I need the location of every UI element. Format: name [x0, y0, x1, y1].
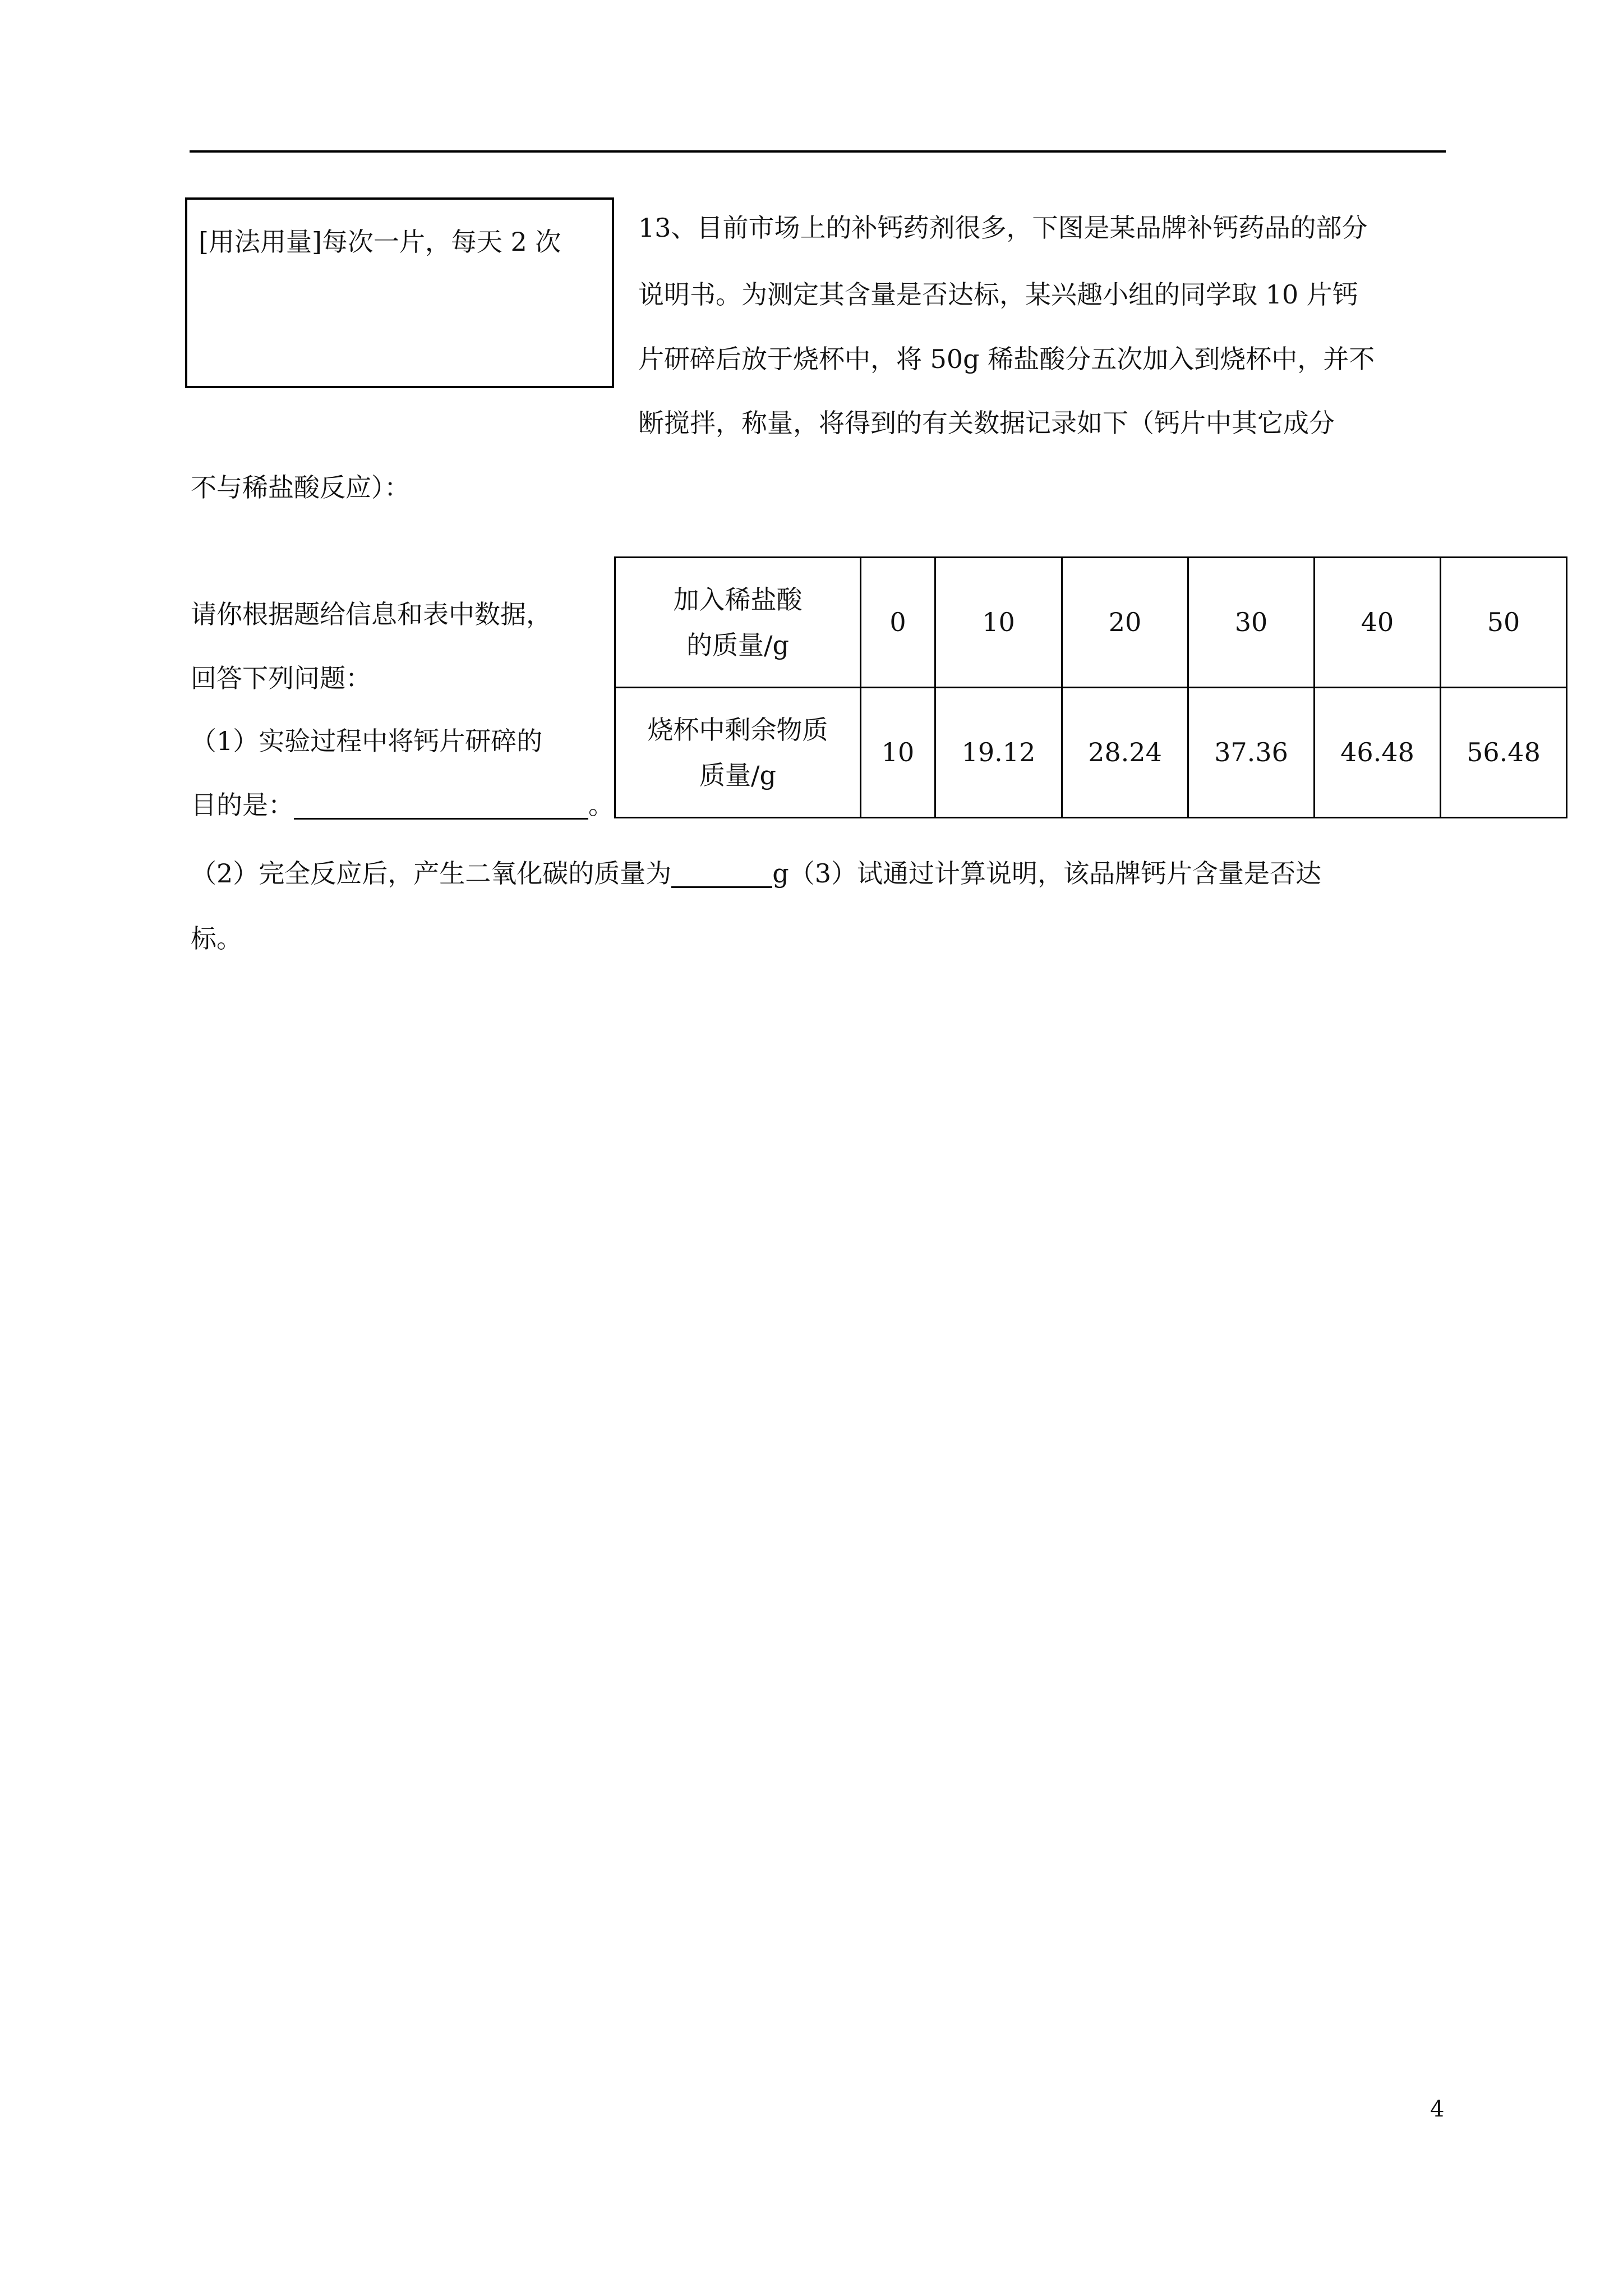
part2-line-2: 标。: [191, 923, 242, 954]
part3-prompt: g（3）试通过计算说明，该品牌钙片含量是否达: [772, 858, 1321, 889]
co2-mass-prompt: （2）完全反应后，产生二氧化碳的质量为: [191, 858, 672, 889]
table-row-remaining-mass: [615, 688, 1567, 818]
question-line-1: 13、目前市场上的补钙药剂很多，下图是某品牌补钙药品的部分: [638, 213, 1368, 243]
table-cell: 40: [1315, 558, 1441, 688]
instruction-box: [185, 197, 614, 388]
table-cell: 46.48: [1315, 688, 1441, 818]
purpose-answer-blank[interactable]: [294, 792, 588, 820]
question-line-5: 不与稀盐酸反应）：: [191, 472, 410, 503]
table-cell: 37.36: [1188, 688, 1315, 818]
table-row-acid-mass: [615, 558, 1567, 688]
header-rule: [190, 150, 1446, 153]
left-text-line-3: （1）实验过程中将钙片研碎的: [191, 726, 543, 756]
question-line-3: 片研碎后放于烧杯中，将 50g 稀盐酸分五次加入到烧杯中，并不: [638, 344, 1375, 374]
row-header-acid: 加入稀盐酸 的质量/g: [615, 558, 861, 688]
question-line-2: 说明书。为测定其含量是否达标，某兴趣小组的同学取 10 片钙: [638, 279, 1358, 310]
table-cell: 20: [1062, 558, 1188, 688]
left-text-line-2: 回答下列问题：: [191, 663, 371, 693]
co2-mass-blank[interactable]: [671, 861, 772, 888]
page-number: 4: [1430, 2096, 1445, 2122]
table-cell: 0: [861, 558, 935, 688]
left-text-line-4: [191, 792, 614, 820]
left-text-line-1: 请你根据题给信息和表中数据，: [191, 599, 552, 629]
table-cell: 50: [1441, 558, 1567, 688]
question-line-4: 断搅拌，称量，将得到的有关数据记录如下（钙片中其它成分: [638, 408, 1335, 438]
data-table: [614, 556, 1567, 818]
table-cell: 30: [1188, 558, 1315, 688]
part2-line-1: [191, 858, 1321, 889]
table-cell: 10: [935, 558, 1062, 688]
row-header-remaining: 烧杯中剩余物质 质量/g: [615, 688, 861, 818]
table-cell: 56.48: [1441, 688, 1567, 818]
usage-text: [用法用量]每次一片，每天 2 次: [199, 227, 561, 257]
table-cell: 10: [861, 688, 935, 818]
purpose-end-mark: 。: [588, 790, 614, 820]
purpose-label: 目的是：: [191, 790, 294, 820]
table-cell: 19.12: [935, 688, 1062, 818]
table-cell: 28.24: [1062, 688, 1188, 818]
